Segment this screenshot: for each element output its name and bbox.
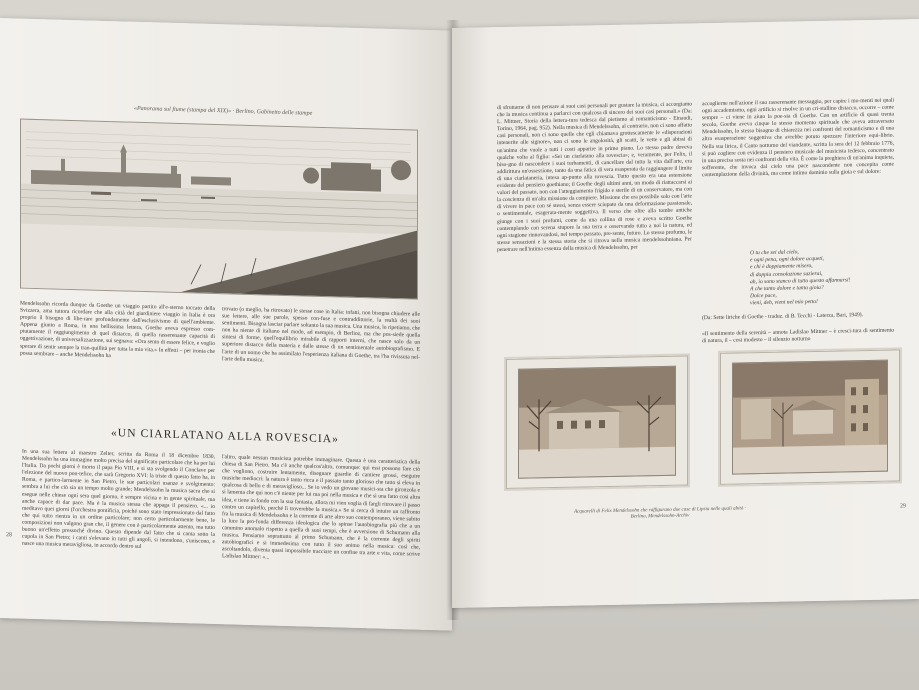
poem-line: e chi è doppiamente misero, bbox=[750, 263, 813, 271]
watercolor-caption: Acquarelli di Felix Mendelssohn che raffigurano due case di Lipsia nelle quali abitò · Berlino, Mendelssohn-Archiv bbox=[574, 506, 746, 520]
poem-line: vieni, deh, vieni nel mio petto! bbox=[750, 299, 818, 307]
watercolor-frame-2 bbox=[718, 347, 902, 487]
poem-line: A che tanto dolore e tanta gioia? bbox=[750, 284, 824, 293]
right-column-2: accoglierne nell'azione il suo rasserenante messaggio, per capire i mo-menti nei quali ogni accademismo, ogni artificio si risolve in un cri-stallino distacco, occorre – come sempre – ci viene in aiuto la poe-sia di Goethe. Con un artificio di quasi trenta secolo, Goethe aveva cinque lo stesso momento spirituale che aveva attraversato Mendelssohn, lo stesso bisogno di chiarezza nei confronti del romanticismo e di una altra esasperazione soggettiva che avrebbe potuto spezzare l'interiore equi-librio. Nella sua lirica, il Canto notturno del viandante, scritta la sera del 12 febbraio 1776, si può cogliere con evidenza il pensiero musicale del musicista tedesco, concentrato in una precisa sosta nei confronti della vita. È come la preghiera di un'anima inquieta, sofferente, che invoca dal cielo una pace nascondente non concepita come contemplazione della divinità, ma come intimo dominio sulla gioia e sul dolore: bbox=[702, 97, 894, 179]
poem-line: O tu che sei dal cielo, bbox=[750, 249, 799, 257]
poem-source: (Da: Sette liriche di Goethe - traduz. di B. Tecchi - Laterza, Bari, 1949). bbox=[702, 312, 864, 322]
river-landscape-engraving bbox=[20, 119, 418, 300]
right-page bbox=[452, 19, 919, 608]
poem-line: di doppia consolazione sazierai, bbox=[750, 270, 823, 278]
watercolor-frame-1 bbox=[504, 353, 690, 491]
watercolor-house-1 bbox=[518, 366, 676, 479]
watercolor-house-2 bbox=[732, 360, 888, 475]
section-heading: «UN CIARLATANO ALLA ROVESCIA» bbox=[110, 427, 340, 446]
page-number-right: 29 bbox=[900, 503, 906, 510]
left-column-3: In una sua lettera al maestro Zelter, scritta da Roma il 18 dicembre 1830, Mendelssohn ha una immagine molto precisa del significato particolare che ha per lui l'Italia. Da pochi giorni è morto il papa Pio VIII, e si sta svolgendo il Conclave per l'elezione del nuovo pon-tefice, che sarà Gregorio XVI: la triste di questo fatto ha, in Roma, e partico-larmente in San Pietro, le sue particolari usanze e svolgimento: sembra a lui che ciò sia un tempo molto grande; Mendelssohn la musica sacra che si esegue nelle chiese ogni sera quel giorno, è sempre vicina e in gente spirituale, ma anche capace di dar pace. Ma è la musica stessa che appaga il pensiero. «... io meditavo quei giorni (l'orchestra pontificia, poiché sono stato impressionato dal fatto che qui tutto rientra in un ordine particolare; non certo particolarmente bene, le composizioni non valgono gran che, il genere con è particolarmente attento, ma tutto buono un'effetto pressoché divino. Questo dipende dal fatto che si canta sotto la cupola in San Pietro; i canti s'elevano in tutti gli angoli, si intendono, s'uniscono, e nasce una musica meravigliosa, in accordo dentro sul bbox=[22, 448, 215, 551]
engraving-caption: «Panorama sul fiume (stampa del XIX)» · Berlino, Gabinetto delle stampe bbox=[134, 105, 313, 117]
left-column-4: l'altro, quale nessun musicista potrebbe immaginare. Questa è una caratteristica della chiesa di San Pietro. Ma c'è anche qualcos'altro, comunque: qui essi possono fare ciò che vogliono, costruire lentamente, disegnare guardie di cantiere grossi, eseguire musiche mediocri: la natura è tanto ricca e il passato tanto glorioso che tutto si eleva in qualcosa di bello e di meraviglioso... Se io vedo un giovane musici-sta che gironzola e si lamenta che qui non c'è niente per lui ma poi nella musica e che sì una fatto cosi altra idea, e tiene in fondo con la sua fantasia, allora mi vien voglia di fargli ritrovare il passo contro un capitello, perché lì troverebbe la musica.» Se si cerca di intuire un raffronto fra la musica di Mendelssohn e la corrente di arte altro suo contemporaneo, viene subito la luce la pro-fonda differenza ideologica che lo spinse l'autobiografia più che a un cammino anomalo rispetto a quella di suoi tempi, che è avversione di Schumann alla musica. Pensiamo soprattutto al primo Schumann, che è la corrente degli spiriti autobiografici e si immedesima con tutto il suo animo nella musica: così che, ascoltandolo, diventa quasi impossibile tracciare un confine tra arte e vita, come scrive Ladislao Mittner: «... bbox=[222, 454, 420, 561]
right-column-1: di sfruttarne di non pensare ai suoi casi personali per gustare la musica, ci accorgiamo che la musica continua a parlarci con qualcosa di sincero dei suoi casi personali.» (Da: L. Mittner, Storia della lettera-tura tedesca dal pietismo al romanticismo - Einaudi, Torino, 1964, pag. 952). Nella musica di Mendelssohn, al contrario, non ci sono affatto casi personali, non ci sono quelle che egli chiamava grottescamente le «disperazioni intenerite alle signore», non ci sono le angolosità, gli scatti, le vette e gli abissi di un'anima che vuole a tutti i costi apparire in primo piano. Lo stesso padre doveva qualche volta al figlio: «Sei un ciarlatano alla rovescia»; e, veramente, per Felix, il biso-gno di nascondere i suoi turbamenti, di cancellare dal tutto la vita dall'arte, era addirittura un'ossessione, tanto da una fatica di vera esasperata da raggiungere il limite di una ciarlataneria, intesa ap-punto alla rovescia. Tutto questo era una estensione evidente del pensiero goethiano; il Goethe degli ultimi anni, un modo di riattaccarsi ai valori del passato, non con l'atteggiamento frigido e sterile di un conservatore, ma con la coscienza di un'alta missione da compiere. Missione che era possibile solo con l'arte di vivere in pace con sé stessi, senza essere sciupato da una deformazione passionale, o sentimentale, esagerata-mente soggettiva. Il verso che oltre alla tombe antiche giunge con i suoi profumi, come da una collina di rose e aveva scritto Goethe contemplando con serena stupore la sua terra e osservando tutto a noi la natura, ed ogni stagione rinnovandosi, nel tempo passato, pre-sente, futuro. Lo stesso profumo, le stesse sensazioni e la stessa storia che si ritrova nella musica mendelssohniana. Per penetrare nell'intima essenza della musica di Mendelssohn, per bbox=[497, 101, 692, 254]
left-column-1: Mendelssohn ricorda dunque da Goethe un viaggio partito all'e-sterno toccato della Svizzera, ama tuttora ricordare che alla città del giardiniere viaggio in Italia è ora proprio il bisogno di libe-rare profondamente dall'esclusivismo di quell'ambiente. Appena giunto a Roma, in una bellissima lettera, Goethe aveva espresso com-piutamente il raggiungimento di quel distacco, di quella rasserenante capacità di oggettivazione, di universalizzazione, sui segnava: «Ora sento di essere felice, e voglio sperare di sentir sempre la tran-quillità per tutta la mia vita.» In effetti – per ironia che possa sembrare – anche Mendelssohn ha bbox=[20, 300, 215, 359]
right-column-2-continued: «Il sentimento della serenità – annota Ladislao Mittner – è cresci-tura di sentimento di natura, il – cosi modesto – il silenzio notturno bbox=[702, 327, 894, 345]
poem-line: e ogni pena, ogni dolore acqueti, bbox=[750, 256, 824, 264]
page-number-left: 28 bbox=[6, 532, 12, 539]
left-page bbox=[0, 18, 452, 631]
poem-line: Dolce pace, bbox=[750, 292, 777, 300]
poem-line: ah, io sono stanco di tutto questo affannarsi! bbox=[750, 277, 851, 286]
goethe-poem bbox=[750, 247, 910, 308]
left-column-2: trovato (o meglio, ha ritrovato) le stesse cose in Italia: infatti, non bisogna chiudere alle sue lettere, alle sue parole, spesso con-fuse e contraddittorie, la realtà dei suoi sentimenti. Bisogna lasciar parlare soltanto la sua musica. Una musica, lo ripetiamo, che non ha niente di italiano nel modo, ad esempio, di Berlioz, ma che pos-siede quella sintesi di forme, quell'equilibrio mirabile di rapporti interni, che nasce solo da un superiore distacco della materia e dalle stesse di un sentimentale autobiografismo. E l'arte di un uomo che ha assimilato l'esperienza italiana di Goethe, tra l'ha rivissuta nel-l'arte della musica. bbox=[222, 306, 420, 364]
